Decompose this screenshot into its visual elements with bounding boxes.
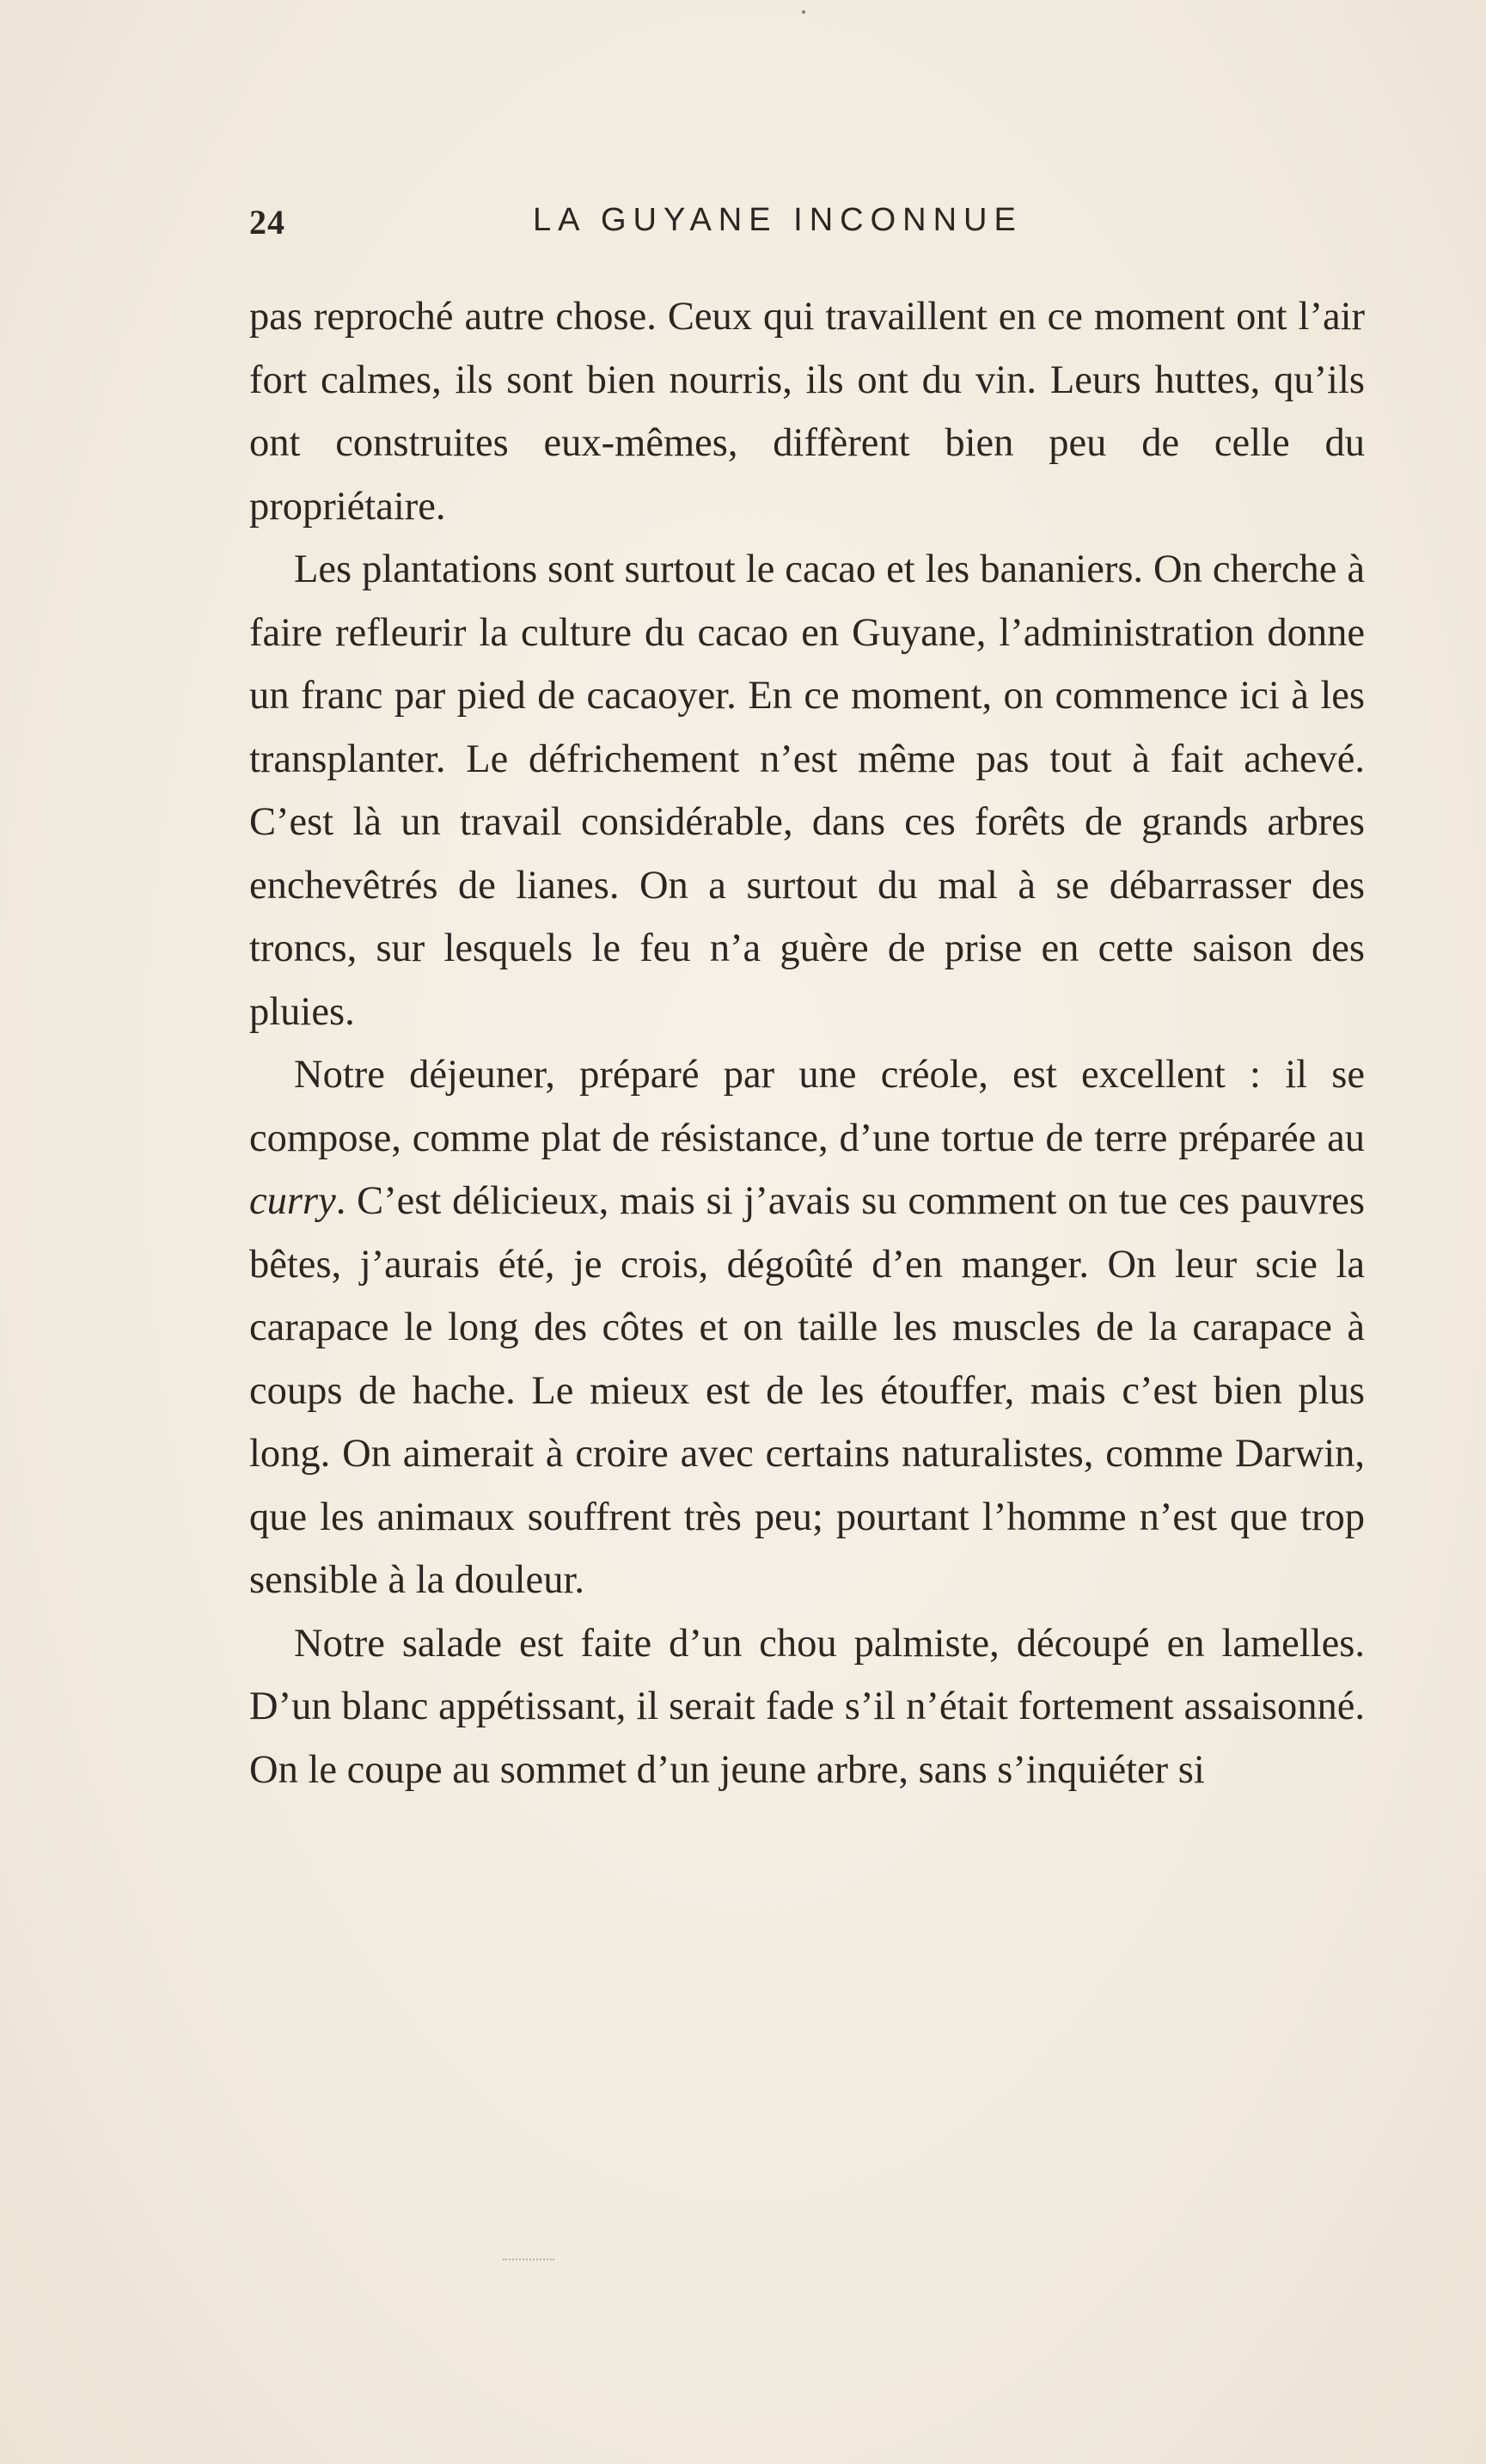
paragraph-4: Notre salade est faite d’un chou palmiste, découpé en lamelles. D’un blanc appétissant, il serait fade s’il n’était fortement assaisonné. On le coupe au sommet d’un jeune arbre, sans s’inquiéter si (249, 1621, 1365, 1792)
page-header (249, 202, 1367, 254)
paragraph-1: pas reproché autre chose. Ceux qui travaillent en ce moment ont l’air fort calmes, ils sont bien nourris, ils ont du vin. Leurs huttes, qu’ils ont construites eux-mêmes, diffèrent bien peu de celle du propriétaire. (249, 295, 1365, 529)
ink-speck (802, 10, 805, 14)
paragraph-3 (249, 1043, 1365, 1612)
footer-mark (503, 2259, 554, 2262)
paragraph-2: Les plantations sont surtout le cacao et les bananiers. On cherche à faire refleurir la culture du cacao en Guyane, l’administration donne un franc par pied de cacaoyer. En ce moment, on commence ici à les transplanter. Le défrichement n’est même pas tout à fait achevé. C’est là un travail considérable, dans ces forêts de grands arbres enchevêtrés de lianes. On a surtout du mal à se débarrasser des troncs, sur lesquels le feu n’a guère de prise en cette saison des pluies. (249, 547, 1365, 1034)
italic-word: curry (249, 1179, 336, 1223)
paragraph-3-before: Notre déjeuner, préparé par une créole, est excellent : il se compose, comme plat de résistance, d’une tortue de terre préparée au (249, 1053, 1365, 1160)
body-text (249, 285, 1365, 1801)
page-number: 24 (249, 203, 285, 242)
running-title: LA GUYANE INCONNUE (533, 202, 1023, 238)
paragraph-3-after: . C’est délicieux, mais si j’avais su comment on tue ces pauvres bêtes, j’aurais été, je crois, dégoûté d’en manger. On leur scie la carapace le long des côtes et on taille les muscles de la carapace à coups de hache. Le mieux est de les étouffer, mais c’est bien plus long. On aimerait à croire avec certains naturalistes, comme Darwin, que les animaux souffrent très peu; pourtant l’homme n’est que trop sensible à la douleur. (249, 1179, 1365, 1602)
